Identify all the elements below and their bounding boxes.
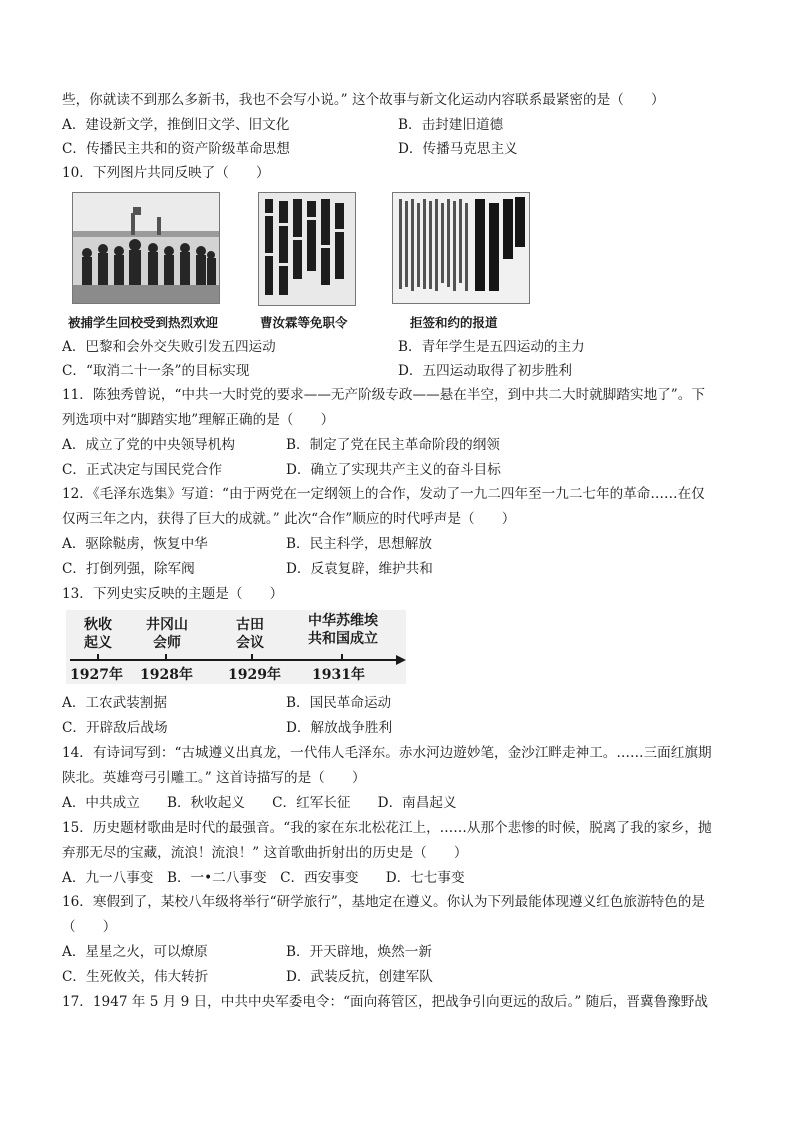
photo-dismissal-order (258, 192, 356, 306)
timeline-event-gutian: 古田 会议 (236, 617, 264, 651)
timeline-year-1931: 1931年 (312, 667, 365, 683)
q11-option-a: A．成立了党的中央领导机构 (62, 437, 235, 453)
q9-option-c: C．传播民主共和的资产阶级革命思想 (62, 141, 290, 157)
photo-refusal-report (392, 192, 530, 304)
q10-option-d: D．五四运动取得了初步胜利 (398, 363, 573, 379)
timeline-year-1927: 1927年 (70, 667, 123, 683)
q16-option-d: D．武装反抗，创建军队 (286, 969, 433, 985)
q16-option-c: C．生死攸关，伟大转折 (62, 969, 209, 985)
q9-option-a: A．建设新文学，推倒旧文学、旧文化 (62, 117, 290, 133)
q9-stem-tail: 些，你就读不到那么多新书，我也不会写小说。” 这个故事与新文化运动内容联系最紧密的是（ ） (62, 92, 665, 108)
q13-option-b: B．国民革命运动 (286, 695, 392, 711)
timeline-event-autumn-harvest: 秋收 起义 (84, 617, 112, 651)
caption-photo-1: 被捕学生回校受到热烈欢迎 (68, 315, 219, 330)
timeline-year-1928: 1928年 (140, 667, 193, 683)
caption-photo-2: 曹汝霖等免职令 (260, 315, 348, 330)
q16-stem-2: （ ） (62, 919, 117, 935)
q15-stem-1: 15．历史题材歌曲是时代的最强音。“我的家在东北松花江上，……从那个悲惨的时候，脱离了我的家乡，抛 (62, 820, 712, 836)
q12-stem-2: 仅两三年之内，获得了巨大的成就。” 此次“合作”顺应的时代呼声是（ ） (62, 511, 516, 527)
timeline-year-1929: 1929年 (228, 667, 281, 683)
q12-option-b: B．民主科学，思想解放 (286, 536, 432, 552)
q16-option-b: B．开天辟地，焕然一新 (286, 944, 432, 960)
q15-options: A．九一八事变 B．一•二八事变 C．西安事变 D．七七事变 (62, 870, 465, 886)
q10-option-c: C．“取消二十一条”的目标实现 (62, 363, 250, 379)
timeline-event-soviet-republic: 中华苏维埃 共和国成立 (308, 613, 378, 647)
q16-option-a: A．星星之火，可以燎原 (62, 944, 208, 960)
document-scan-image (259, 193, 355, 305)
q13-option-a: A．工农武装割据 (62, 695, 167, 711)
timeline-event-jinggangshan: 井冈山 会师 (146, 617, 188, 651)
caption-photo-3: 拒签和约的报道 (410, 315, 498, 330)
q12-option-a: A．驱除鞑虏，恢复中华 (62, 536, 208, 552)
photo-students-welcomed (72, 192, 220, 304)
q14-stem-2: 陕北。英雄弯弓引雕工。” 这首诗描写的是（ ） (62, 770, 366, 786)
q12-stem-1: 12．《毛泽东选集》写道：“由于两党在一定纲领上的合作，发动了一九二四年至一九二七年的革命……在仅 (62, 486, 705, 502)
q10-option-a: A．巴黎和会外交失败引发五四运动 (62, 339, 276, 355)
q9-option-b: B．击封建旧道德 (398, 117, 504, 133)
newspaper-scan-image (393, 193, 529, 303)
q16-stem-1: 16．寒假到了，某校八年级将举行“研学旅行”，基地定在遵义。你认为下列最能体现遵义红色旅游特色的是 (62, 894, 705, 910)
q11-stem-2: 列选项中对“脚踏实地”理解正确的是（ ） (62, 412, 335, 428)
q11-stem-1: 11．陈独秀曾说，“中共一大时党的要求——无产阶级专政——悬在半空，到中共二大时就脚踏实地了”。下 (62, 387, 705, 403)
q10-stem: 10．下列图片共同反映了（ ） (62, 165, 270, 181)
q10-option-b: B．青年学生是五四运动的主力 (398, 339, 585, 355)
q14-stem-1: 14．有诗词写到：“古城遵义出真龙，一代伟人毛泽东。赤水河边遊妙笔，金沙江畔走神工。……三面红旗期 (62, 745, 712, 761)
q13-option-d: D．解放战争胜利 (286, 720, 393, 736)
q12-option-d: D．反袁复辟，维护共和 (286, 561, 433, 577)
q11-option-d: D．确立了实现共产主义的奋斗目标 (286, 462, 501, 478)
q13-option-c: C．开辟敌后战场 (62, 720, 168, 736)
crowd-photo-image (73, 193, 219, 303)
q11-option-c: C．正式决定与国民党合作 (62, 462, 222, 478)
q14-options: A．中共成立 B．秋收起义 C．红军长征 D．南昌起义 (62, 795, 457, 811)
q13-stem: 13．下列史实反映的主题是（ ） (62, 586, 284, 602)
q15-stem-2: 弃那无尽的宝藏，流浪！流浪！” 这首歌曲折射出的历史是（ ） (62, 845, 468, 861)
q11-option-b: B．制定了党在民主革命阶段的纲领 (286, 437, 500, 453)
q17-stem: 17．1947 年 5 月 9 日，中共中央军委电令：“面向蒋管区，把战争引向更远的敌后。” 随后，晋冀鲁豫野战 (62, 994, 708, 1010)
timeline-figure (66, 610, 406, 684)
q9-option-d: D．传播马克思主义 (398, 141, 518, 157)
q12-option-c: C．打倒列强，除军阀 (62, 561, 195, 577)
